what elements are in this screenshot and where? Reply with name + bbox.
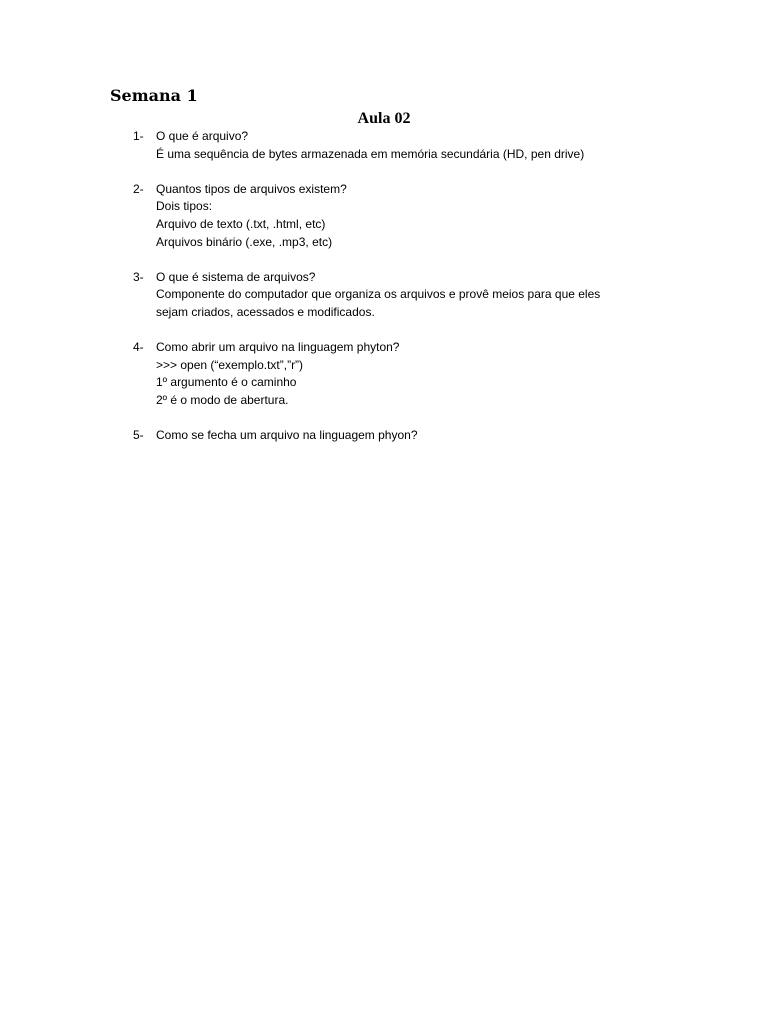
- question-text: O que é arquivo?: [156, 129, 249, 143]
- list-item: [0, 427, 768, 445]
- question-text: Como se fecha um arquivo na linguagem phyon?: [156, 428, 418, 443]
- answer-line: Arquivo de texto (.txt, .html, etc): [156, 216, 326, 231]
- item-body: [156, 181, 656, 251]
- question-text: O que é sistema de arquivos?: [156, 269, 316, 284]
- lesson-title: Aula 02: [357, 110, 411, 127]
- item-body: [156, 128, 656, 163]
- answer-line: Dois tipos:: [156, 199, 213, 214]
- answer-line: É uma sequência de bytes armazenada em memória secundária (HD, pen drive): [156, 146, 585, 161]
- item-number: 1-: [133, 129, 144, 143]
- answer-line: sejam criados, acessados e modificados.: [156, 304, 375, 319]
- item-body: [156, 269, 656, 322]
- answer-line: 2º é o modo de abertura.: [156, 392, 289, 407]
- item-body: [156, 427, 656, 445]
- answer-line: 1º argumento é o caminho: [156, 375, 297, 390]
- item-number: 5-: [133, 428, 144, 443]
- item-number: 4-: [133, 340, 144, 355]
- list-item: [0, 339, 768, 409]
- list-item: [0, 181, 768, 251]
- week-title: Semana 1: [110, 86, 198, 105]
- item-number: 2-: [133, 181, 144, 196]
- answer-line: Componente do computador que organiza os arquivos e provê meios para que eles: [156, 287, 601, 302]
- question-text: Como abrir um arquivo na linguagem phyton?: [156, 340, 400, 355]
- list-item: [0, 269, 768, 322]
- question-text: Quantos tipos de arquivos existem?: [156, 181, 347, 196]
- list-item: [0, 128, 768, 163]
- item-number: 3-: [133, 269, 144, 284]
- answer-line: >>> open (“exemplo.txt”,”r”): [156, 357, 304, 372]
- question-list: [0, 128, 768, 462]
- item-body: [156, 339, 656, 409]
- answer-line: Arquivos binário (.exe, .mp3, etc): [156, 234, 333, 249]
